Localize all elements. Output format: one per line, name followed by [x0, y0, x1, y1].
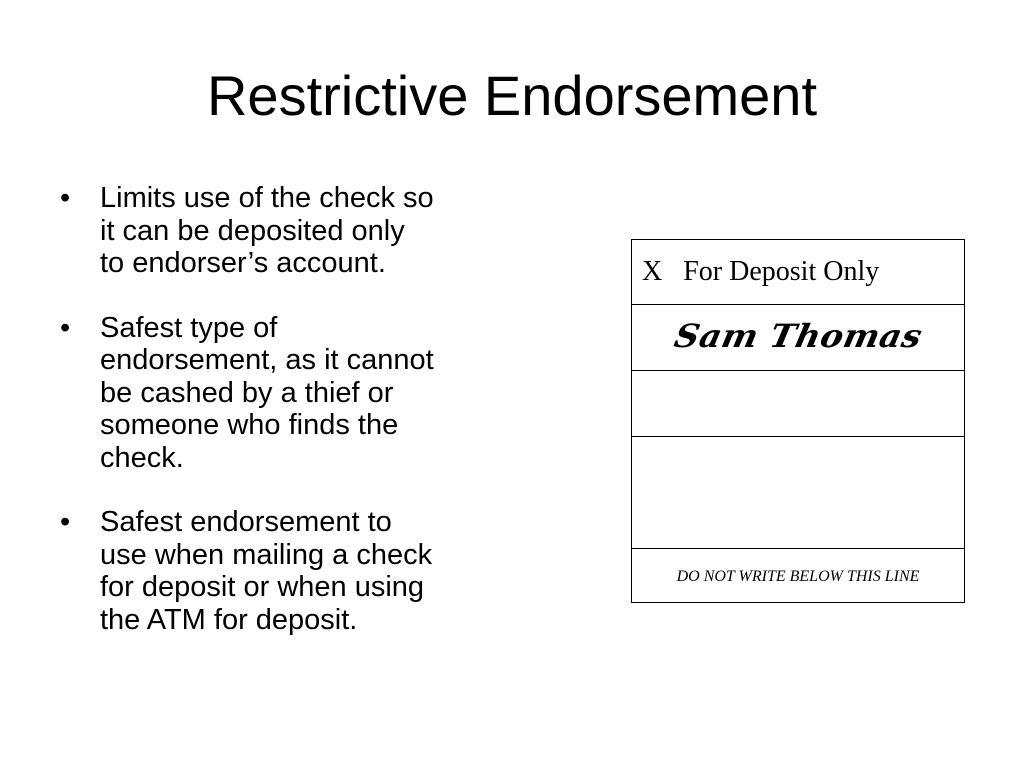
warning-line: DO NOT WRITE BELOW THIS LINE — [676, 568, 920, 585]
bullet-line: check. — [100, 441, 184, 474]
bullet-line: someone who finds the — [100, 409, 399, 441]
bullet-line: Safest type of — [100, 311, 278, 344]
signature: Sam Thomas — [670, 317, 926, 355]
bullet-line: Safest endorsement to — [100, 506, 392, 538]
bullet-marker: • — [60, 506, 71, 538]
bullet-line: be cashed by a thief or — [100, 376, 394, 409]
bullet-line: Limits use of the check so — [100, 182, 434, 214]
endorsement-box — [631, 239, 965, 603]
bullet-marker: • — [60, 182, 71, 214]
bullet-line: for deposit or when using — [100, 571, 425, 603]
bullet-line: it can be deposited only — [100, 214, 405, 247]
slide-title: Restrictive Endorsement — [206, 64, 817, 127]
bullet-marker: • — [60, 311, 71, 344]
bullet-item — [56, 506, 506, 636]
bullet-item — [56, 182, 506, 280]
bullet-list — [56, 182, 506, 668]
bullet-line: endorsement, as it cannot — [100, 344, 434, 376]
bullet-line: to endorser’s account. — [100, 247, 386, 279]
bullet-item — [56, 312, 506, 475]
signature-row — [632, 305, 964, 371]
blank-endorsement-row — [632, 371, 964, 437]
bullet-line: the ATM for deposit. — [100, 603, 358, 636]
bullet-line: use when mailing a check — [100, 538, 433, 571]
deposit-line: X For Deposit Only — [632, 240, 964, 305]
blank-endorsement-row — [632, 437, 964, 549]
